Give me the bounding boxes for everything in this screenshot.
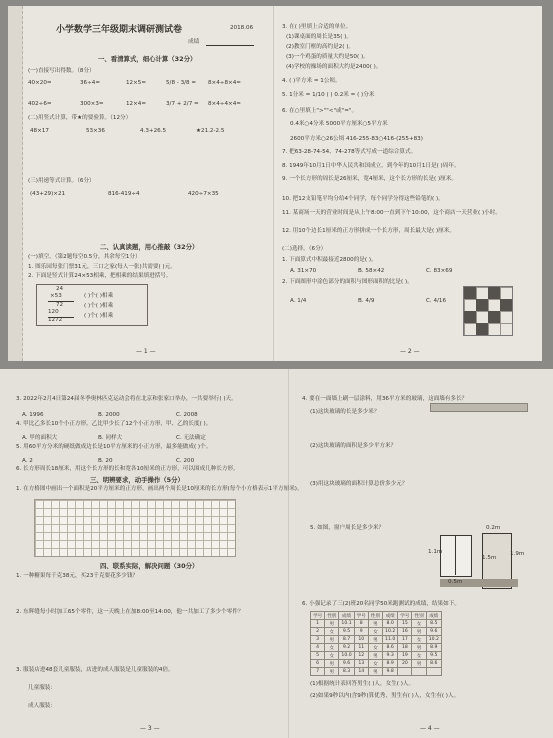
table-cell: 男 [325,668,339,676]
table-cell: 3 [311,636,325,644]
table-cell: 20 [398,660,412,668]
table-cell: 女 [368,628,382,636]
table-cell: 男 [368,652,382,660]
answer-label: 儿童服装： [28,685,56,691]
q3-item: (43+29)×21 [30,191,66,197]
dimension-label: 0.2m [486,525,501,531]
question-line: 4. ( )平方米 = 1公顷。 [282,78,341,84]
dimension-label: 1.9m [510,551,525,557]
table-cell: 10.1 [339,620,354,628]
table-cell: 10.2 [426,636,441,644]
part4-heading: 四、联系实际，解决问题（30分） [100,562,199,570]
table-cell [412,668,426,676]
table-cell: 学号 [311,612,325,620]
question-line: (1)课桌面的周长是35( )。 [286,34,352,40]
table-cell: 8.0 [383,620,398,628]
question-line: 2600平方米○26公顷 416-255-83○416-(255+83) [290,136,423,142]
vertical-fill: ( )个( )相乘 [84,293,114,299]
q1-row2-item: 3/7 + 2/7 = [166,101,199,107]
question-line: 1. 在方格图中画出一个面积是20平方厘米的正方形，画出两个周长是10厘米的长方形(每个小方格表示1平方厘米)。 [16,486,303,492]
table-cell: 16 [398,628,412,636]
table-cell: 10.2 [383,628,398,636]
q1-row1-item: 36÷4= [80,80,101,86]
table-row [311,668,442,676]
q1-row2-item: 8×4÷4×4= [208,101,241,107]
table-cell: 女 [325,628,339,636]
question-line: 12. 用10个边长1厘米的正方形拼成一个长方形，周长最大是( )厘米。 [282,228,455,234]
window-frame [440,535,472,577]
table-cell: 男 [325,660,339,668]
question-line: 4. 甲比乙多长10个小正方形，乙比甲少长了12个小正方形，甲、乙的长度( )。 [16,421,212,427]
window-mullion [455,535,456,575]
table-cell: 女 [412,636,426,644]
q3-item: 420÷7×35 [188,191,219,197]
q1-row2-item: 12×4= [126,101,147,107]
table-cell [426,668,441,676]
table-cell: 9.5 [426,652,441,660]
question-line: 3. 服装店进48套儿童服装，店进的成人服装是儿童服装的4倍。 [16,667,174,673]
q1-row1-item: 8×4÷8×4= [208,80,241,86]
wall-illustration [430,403,528,412]
q2-item: 4.3+26.5 [140,128,167,134]
dimension-label: 0.5m [448,579,463,585]
table-cell: 女 [412,652,426,660]
page-number: — 4 — [420,725,440,732]
table-cell: 女 [368,660,382,668]
question-line: 1. 一种糖果每千克38元，买23千克要花多少钱？ [16,573,139,579]
fill-label: (一)填空。（第2题每空0.5分，其余每空1分） [28,254,141,260]
table-cell: 女 [325,652,339,660]
table-cell: 男 [368,668,382,676]
table-cell: 男 [412,644,426,652]
table-cell: 9.6 [339,660,354,668]
choice-option: C. 83×69 [426,268,453,274]
choice-option: A. 31×70 [290,268,317,274]
question-line: 6. 小强记录了三(2)班20名同学50米跑测试的成绩，结果如下。 [302,601,460,607]
table-cell: 2 [311,628,325,636]
q1-row1-item: 12×5= [126,80,147,86]
question-line: 8. 1949年10月1日中华人民共和国成立，到今年的10月1日是( )周年。 [282,163,460,169]
question-line: 10. 把12支铅笔平均分给4个同学，每个同学分得这些铅笔的( )。 [282,196,444,202]
q1-row1-item: 40×20= [28,80,52,86]
vertical-fill: ( )个( )相乘 [84,313,114,319]
fill-question-2: 2. 下面是竖式计算24×53相乘，把相乘的结果填进括号。 [28,273,172,279]
question-line: 6. 长方形周长18厘米，用这个长方形的长和宽各10厘米的正方形，可以围成几种长方形。 [16,466,239,472]
table-cell: 9.5 [339,628,354,636]
choice-option: B. 20 [98,458,113,464]
table-cell: 男 [325,636,339,644]
question-line: 5. 用60平方分米的硬纸做成边长是10平方厘米的小正方形，最多能做成( )个。 [16,444,212,450]
table-cell: 6 [311,660,325,668]
score-blank [206,45,254,46]
table-cell: 女 [325,644,339,652]
table-cell: 性别 [325,612,339,620]
q1-label: (一)直接写出得数。（8分） [28,68,95,74]
table-cell: 男 [412,660,426,668]
part2-heading: 二、认真读题，用心推敲（32分） [100,243,199,251]
table-cell: 18 [398,644,412,652]
dimension-label: 1.5m [482,555,497,561]
q3-item: 816-419÷4 [108,191,140,197]
shaded-cell [500,299,512,311]
table-cell: 10 [354,636,368,644]
question-line: (二)选择。（6分） [282,246,327,252]
question-line: 11. 某商场一天的营业时间是从上午8:00一直到下午10:00，这个商店一天营业( )小时。 [282,210,501,216]
table-cell: 成绩 [383,612,398,620]
vertical-calc-line: 120 [48,309,59,315]
question-line: 5. 如图，窗户周长是多少米？ [310,525,385,531]
table-cell [398,668,412,676]
question-line: 2. 下面图形中涂色部分的面积与图形面积的比是( )。 [282,279,413,285]
q2-item: 53×36 [86,128,105,134]
question-line: 3. 2022年2月4日第24届冬季奥林匹克运动会将在北京和张家口举办，一共要举行( )天。 [16,396,237,402]
question-line: 7. 把63-28-74-54、74-278等式写成一道综合算式。 [282,149,417,155]
table-row [311,628,442,636]
table-cell: 9.6 [426,628,441,636]
table-cell: 男 [412,628,426,636]
table-cell: 14 [354,668,368,676]
table-cell: 13 [354,660,368,668]
exam-sheet-bottom [0,369,553,738]
choice-option: B. 同样大 [98,435,123,441]
q1-row2-item: 402÷6= [28,101,52,107]
page-fold-line [288,369,289,738]
question-line: 1. 下面算式中积最接近2800的是( )。 [282,257,377,263]
choice-option: C. 200 [176,458,195,464]
page-number: — 1 — [136,348,156,355]
drawing-grid[interactable] [34,499,236,557]
table-cell: 19 [398,652,412,660]
table-cell: 5 [311,652,325,660]
question-line: 5. 1分米 = 1/10 ( ) 0.2米 = ( )分米 [282,92,375,98]
table-cell: 9 [354,628,368,636]
question-line: 4. 要在一面墙上刷一层涂料，用36平方米的玻璃，这面墙有多长？ [302,396,468,402]
table-cell: 1 [311,620,325,628]
table-cell: 15 [398,620,412,628]
q2-label: (二)用竖式计算，带★的要验算。（12分） [28,115,132,121]
exam-title: 小学数学三年级期末调研测试卷 [56,25,183,35]
page-fold-line [273,6,274,361]
choice-option: C. 2008 [176,412,198,418]
question-line: 0.4米○4分米 5000平方厘米○5平方米 [290,121,388,127]
q2-item: ★21.2-2.5 [196,128,225,134]
part3-heading: 三、明辨要求，动手操作（5分） [90,476,184,484]
table-cell: 7 [311,668,325,676]
table-row [311,652,442,660]
q1-row1-item: 5/8 - 3/8 = [166,80,197,86]
table-cell: 12 [354,652,368,660]
table-row [311,636,442,644]
q2-item: 48×17 [30,128,49,134]
table-cell: 8.7 [339,636,354,644]
shaded-cell [476,299,488,311]
shaded-square-figure [463,286,513,336]
question-line: (4)学校的操场的面积大约是2400( )。 [286,64,382,70]
question-line: 6. 在○里填上">""<"或"="。 [282,108,358,114]
choice-option: C. 4/16 [426,298,447,304]
vertical-calc-line: ×53 [50,293,62,299]
table-cell: 学号 [398,612,412,620]
page-number: — 3 — [140,725,160,732]
table-cell: 17 [398,636,412,644]
choice-option: A. 甲的面积大 [22,435,58,441]
question-line: (3)用这块玻璃的面积计算总价多少元？ [310,481,408,487]
table-cell: 8 [354,620,368,628]
table-header-row [311,612,442,620]
table-cell: 8.5 [426,620,441,628]
table-cell: 女 [412,620,426,628]
shaded-cell [464,311,476,323]
question-line: (2)这块玻璃的面积是多少平方米？ [310,443,397,449]
fill-question-1: 1. 图乐园每张门票31元，三口之家(每人一张)共需要( )元。 [28,264,176,270]
table-cell: 9.2 [339,644,354,652]
table-cell: 成绩 [339,612,354,620]
window-illustration [428,525,525,589]
page-number: — 2 — [400,348,420,355]
vertical-calc-line: 1272 [48,317,63,323]
table-cell: 8.9 [383,660,398,668]
choice-option: C. 无法确定 [176,435,206,441]
dimension-label: 1.1m [428,549,443,555]
choice-option: A. 2 [22,458,33,464]
question-line: 9. 一个长方形的周长是26厘米，宽4厘米，这个长方形的长是( )厘米。 [282,176,457,182]
table-row [311,644,442,652]
table-cell: 男 [325,620,339,628]
question-line: (3)一个鸡蛋的质量大约是50( )。 [286,54,369,60]
shaded-cell [488,287,500,299]
part1-heading: 一、看清算式，细心计算（32分） [98,55,197,63]
question-line: 3. 在( )里填上合适的单位。 [282,24,352,30]
table-cell: 8.6 [426,660,441,668]
exam-date: 2018.06 [230,25,254,31]
score-label: 成绩 [188,39,200,45]
table-row [311,620,442,628]
table-cell: 9.8 [383,668,398,676]
question-line: 2. 东辉缝每小时加工65个零件，这一天晚上在加8:00至14:00，他一共加工了多少个零件？ [16,609,244,615]
table-cell: 11.0 [383,636,398,644]
vertical-calc-line: 24 [56,286,64,292]
question-line: (2)如果9秒以内(含9秒)算优秀，男生有( )人，女生有( )人。 [310,693,460,699]
table-cell: 成绩 [426,612,441,620]
table-row [311,660,442,668]
table-cell: 4 [311,644,325,652]
vertical-fill: ( )个( )相乘 [84,303,114,309]
question-line: (1)这块玻璃的长是多少米？ [310,409,380,415]
binding-gutter [8,6,23,361]
choice-option: B. 58×42 [358,268,385,274]
running-score-table [310,611,442,676]
shaded-cell [464,287,476,299]
choice-option: B. 2000 [98,412,120,418]
question-line: (2)教室门框的高约是2( )。 [286,44,354,50]
choice-option: A. 1996 [22,412,44,418]
choice-option: B. 4/9 [358,298,375,304]
shaded-cell [476,323,488,335]
q1-row2-item: 300×3= [80,101,104,107]
table-cell: 8.3 [339,668,354,676]
question-line: (1)根据统计表回答男生( )人，女生( )人。 [310,681,415,687]
table-cell: 8.9 [426,644,441,652]
table-cell: 男 [368,636,382,644]
table-cell: 8.6 [383,644,398,652]
table-cell: 学号 [354,612,368,620]
exam-sheet-top [8,6,542,361]
table-cell: 女 [368,644,382,652]
table-cell: 性别 [412,612,426,620]
table-cell: 性别 [368,612,382,620]
table-cell: 9.3 [383,652,398,660]
table-cell: 男 [368,620,382,628]
vertical-calc-line: 72 [56,302,64,308]
answer-label: 成人服装： [28,703,56,709]
q3-label: (三)用递等式计算。（6分） [28,178,95,184]
table-cell: 10.0 [339,652,354,660]
choice-option: A. 1/4 [290,298,307,304]
table-cell: 11 [354,644,368,652]
shaded-cell [488,311,500,323]
